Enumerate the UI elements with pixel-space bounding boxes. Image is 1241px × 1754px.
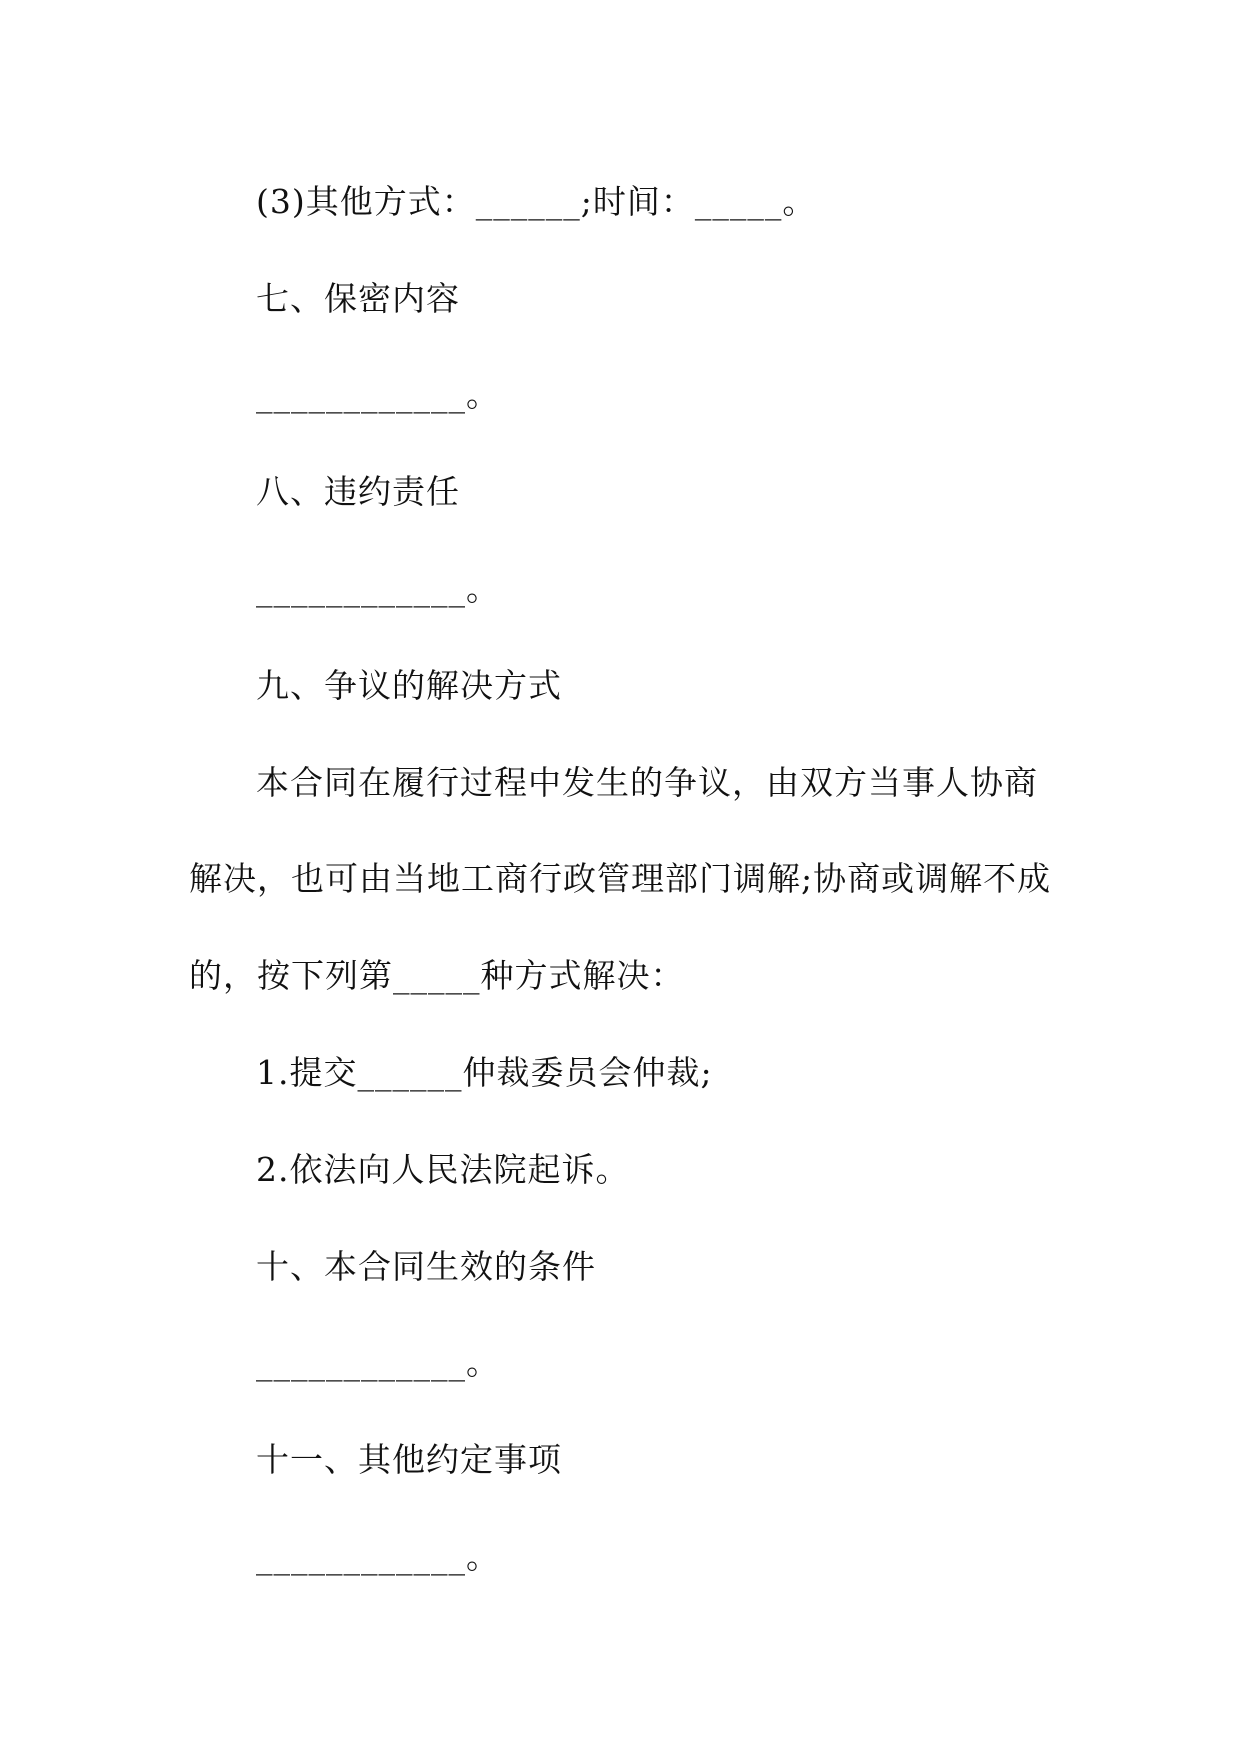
section-8-heading: 八、违约责任 bbox=[256, 472, 460, 511]
payment-other-method-line: (3)其他方式：______;时间：_____。 bbox=[256, 182, 817, 221]
section-9-paragraph-line-3: 的，按下列第_____种方式解决： bbox=[189, 956, 685, 995]
section-11-heading: 十一、其他约定事项 bbox=[256, 1440, 562, 1479]
section-7-blank: ____________。 bbox=[256, 375, 500, 414]
section-9-option-1: 1.提交______仲裁委员会仲裁; bbox=[256, 1053, 713, 1092]
section-9-option-2: 2.依法向人民法院起诉。 bbox=[256, 1150, 630, 1189]
section-11-blank: ____________。 bbox=[256, 1537, 500, 1576]
section-8-blank: ____________。 bbox=[256, 569, 500, 608]
section-10-blank: ____________。 bbox=[256, 1343, 500, 1382]
section-7-heading: 七、保密内容 bbox=[256, 279, 460, 318]
section-9-paragraph-line-1: 本合同在履行过程中发生的争议，由双方当事人协商 bbox=[256, 763, 1038, 802]
section-10-heading: 十、本合同生效的条件 bbox=[256, 1247, 596, 1286]
section-9-heading: 九、争议的解决方式 bbox=[256, 666, 562, 705]
section-9-paragraph-line-2: 解决，也可由当地工商行政管理部门调解;协商或调解不成 bbox=[189, 859, 1052, 898]
